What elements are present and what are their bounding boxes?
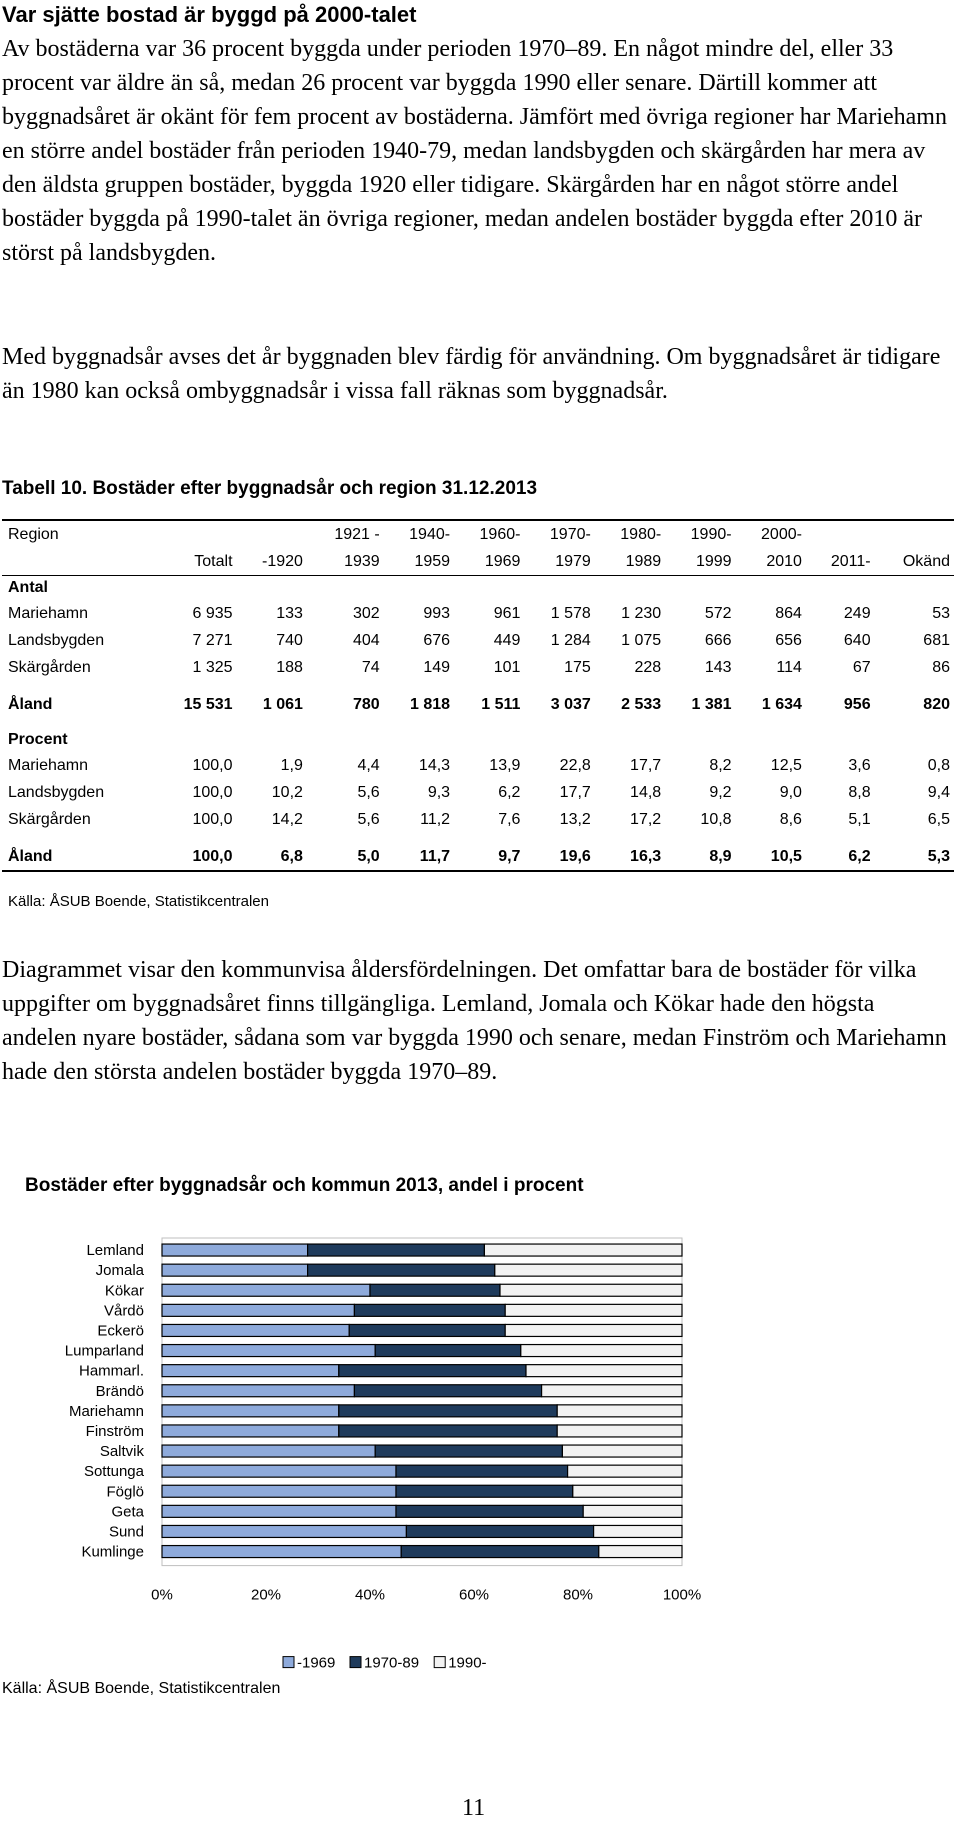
table-cell: 6,8: [237, 843, 307, 871]
bar-segment--1969: [162, 1304, 354, 1316]
table-cell: 1,9: [280, 756, 303, 774]
table-cell: 13,2: [559, 810, 591, 828]
bar-segment--1969: [162, 1525, 406, 1537]
category-label: Vårdö: [103, 1302, 144, 1320]
bar-segment-1990-: [495, 1264, 682, 1276]
row-label: [2, 548, 155, 576]
bar-segment-1990-: [557, 1425, 682, 1437]
table-cell: 1 381: [691, 695, 732, 713]
table-cell: 1939: [307, 548, 384, 576]
bar-segment-1990-: [505, 1324, 682, 1336]
table-cell: 1980-: [595, 520, 665, 548]
table-cell: 2000-: [736, 520, 806, 548]
table-cell: 2010: [736, 548, 806, 576]
table-cell: 9,3: [427, 783, 451, 801]
table-cell: 676: [423, 631, 451, 649]
table-cell: 12,5: [770, 756, 802, 774]
table-cell: 1 230: [621, 604, 662, 622]
table-row: [2, 779, 954, 806]
table-cell: 4,4: [357, 756, 380, 774]
table-row: [2, 654, 954, 681]
table-cell: 993: [423, 604, 451, 622]
spacer-row: [2, 681, 954, 691]
table-cell: 1999: [665, 548, 735, 576]
table-cell: [237, 520, 307, 548]
bar-segment-1970-89: [396, 1485, 573, 1497]
group-label: Procent: [8, 731, 68, 748]
bar-segment-1990-: [521, 1345, 682, 1357]
category-label: Brändö: [95, 1382, 144, 1400]
chart-source: Källa: ÅSUB Boende, Statistikcentralen: [2, 1680, 281, 1697]
x-tick-label: 0%: [151, 1586, 173, 1604]
category-label: Lumparland: [64, 1342, 144, 1360]
table-cell: 5,6: [357, 783, 380, 801]
table-cell: 1940-: [384, 520, 454, 548]
table-cell: 6,2: [498, 783, 521, 801]
table-cell: 11,7: [384, 843, 454, 871]
spacer-row: [2, 718, 954, 728]
table-cell: [155, 520, 237, 548]
table-cell: 9,4: [927, 783, 950, 801]
table-cell: 17,7: [559, 783, 591, 801]
table-cell: -1920: [237, 548, 307, 576]
table-cell: 17,2: [630, 810, 662, 828]
bar-segment-1970-89: [396, 1465, 568, 1477]
bar-segment--1969: [162, 1284, 370, 1296]
bar-segment-1990-: [484, 1244, 682, 1256]
table-cell: 114: [776, 658, 802, 676]
table-cell: 8,2: [709, 756, 732, 774]
bar-segment-1970-89: [339, 1405, 557, 1417]
table-cell: 1921 -: [307, 520, 384, 548]
table-cell: 249: [843, 604, 871, 622]
table-cell: Totalt: [155, 548, 237, 576]
table-cell: 100,0: [192, 810, 233, 828]
x-tick-label: 100%: [662, 1586, 702, 1604]
table-group-row: [2, 728, 954, 752]
bar-segment--1969: [162, 1244, 308, 1256]
bar-segment-1970-89: [375, 1345, 521, 1357]
table-cell: 16,3: [595, 843, 665, 871]
table-cell: 6,2: [806, 843, 875, 871]
bar-segment-1970-89: [349, 1324, 505, 1336]
table-row: [2, 806, 954, 833]
bar-segment-1970-89: [406, 1525, 593, 1537]
spacer-row: [2, 833, 954, 843]
table-cell: 11,2: [420, 810, 451, 828]
bar-segment-1970-89: [354, 1385, 541, 1397]
table-cell: 14,8: [630, 783, 662, 801]
category-label: Sund: [108, 1523, 144, 1541]
table-cell: 5,0: [307, 843, 384, 871]
table-cell: 640: [843, 631, 871, 649]
legend-swatch: [434, 1657, 445, 1668]
row-label: Region: [2, 520, 155, 548]
table-cell: 740: [276, 631, 303, 649]
bar-segment-1990-: [594, 1525, 682, 1537]
table-cell: 1990-: [665, 520, 735, 548]
intro-paragraph: Av bostäderna var 36 procent byggda under perioden 1970–89. En något mindre del, eller 33 procent var äldre än så, medan 26 procent var byggda 1990 eller senare. Därtill kommer att byggnadsåret är okänt för fem procent av bostäderna. Jämfört med övriga regioner har Mariehamn en större andel bostäder från perioden 1940-79, medan landsbygden och skärgården har mera av den äldsta gruppen bostäder, byggda 1920 eller tidigare. Skärgården har en något större andel bostäder byggda på 1990-talet än övriga regioner, medan andelen bostäder byggda efter 2010 är störst på landsbygden.: [2, 36, 947, 266]
table-cell: 8,8: [848, 783, 871, 801]
bar-segment-1970-89: [308, 1244, 485, 1256]
bar-segment-1990-: [599, 1546, 682, 1558]
table-cell: 14,3: [418, 756, 451, 774]
table-cell: 10,5: [736, 843, 806, 871]
legend-label: -1969: [297, 1654, 336, 1670]
category-label: Hammarl.: [78, 1362, 144, 1380]
table-cell: 1 075: [621, 631, 662, 649]
bar-segment-1970-89: [396, 1505, 583, 1517]
table-cell: 1 818: [410, 695, 451, 713]
table-cell: 100,0: [192, 756, 233, 774]
table-cell: 188: [276, 658, 303, 676]
table-cell: 7,6: [498, 810, 521, 828]
table-cell: 820: [923, 695, 950, 713]
table-cell: 10,2: [271, 783, 303, 801]
table-cell: 6,5: [927, 810, 950, 828]
category-label: Geta: [111, 1503, 144, 1521]
bar-segment--1969: [162, 1465, 396, 1477]
table-cell: 1969: [454, 548, 524, 576]
x-tick-label: 20%: [250, 1586, 282, 1604]
bar-segment--1969: [162, 1365, 339, 1377]
bar-segment-1990-: [573, 1485, 682, 1497]
row-label: Skärgården: [8, 658, 91, 676]
table-cell: 449: [493, 631, 521, 649]
legend-label: 1990-: [448, 1654, 487, 1670]
table-cell: 15 531: [183, 695, 233, 713]
table-cell: 74: [361, 658, 380, 676]
table-cell: 13,9: [489, 756, 521, 774]
table-row: [2, 627, 954, 654]
legend-swatch: [350, 1657, 361, 1668]
x-tick-label: 60%: [458, 1586, 490, 1604]
table-cell: 3 037: [550, 695, 591, 713]
statistics-table: [2, 519, 954, 872]
bar-segment-1990-: [568, 1465, 682, 1477]
table-row: [2, 752, 954, 779]
row-label: Åland: [8, 695, 53, 713]
chart-description-paragraph: Diagrammet visar den kommunvisa åldersfördelningen. Det omfattar bara de bostäder för vilka uppgifter om byggnadsåret finns tillgängliga. Lemland, Jomala och Kökar hade den högsta andelen nyare bostäder, sådana som var byggda 1990 och senare, medan Finström och Mariehamn hade den största andelen bostäder byggda 1970–89.: [2, 957, 947, 1085]
table-cell: 864: [775, 604, 802, 622]
bar-segment-1990-: [542, 1385, 682, 1397]
section-heading: Var sjätte bostad är byggd på 2000-talet: [2, 2, 417, 27]
bar-segment--1969: [162, 1425, 339, 1437]
table-cell: Okänd: [875, 548, 954, 576]
bar-segment--1969: [162, 1324, 349, 1336]
table-cell: 681: [923, 631, 950, 649]
bar-segment--1969: [162, 1264, 308, 1276]
table-cell: 656: [775, 631, 802, 649]
bar-segment--1969: [162, 1385, 354, 1397]
bar-segment-1990-: [526, 1365, 682, 1377]
table-cell: 19,6: [524, 843, 594, 871]
bar-segment-1990-: [583, 1505, 682, 1517]
bar-segment--1969: [162, 1505, 396, 1517]
table-cell: 100,0: [155, 843, 237, 871]
stacked-bar-chart: [0, 1230, 960, 1670]
table-row: [2, 600, 954, 627]
category-label: Sottunga: [83, 1463, 144, 1481]
bar-segment-1990-: [562, 1445, 682, 1457]
bar-segment-1970-89: [308, 1264, 495, 1276]
bar-segment--1969: [162, 1345, 375, 1357]
table-cell: 133: [276, 604, 303, 622]
table-total-row: [2, 843, 954, 871]
table-cell: 1960-: [454, 520, 524, 548]
table-cell: 2 533: [621, 695, 662, 713]
table-cell: 956: [843, 695, 871, 713]
table-cell: 0,8: [927, 756, 950, 774]
table-cell: 9,2: [709, 783, 732, 801]
row-label: Skärgården: [8, 810, 91, 828]
bar-segment-1970-89: [354, 1304, 505, 1316]
x-tick-label: 80%: [562, 1586, 594, 1604]
category-label: Föglö: [106, 1483, 144, 1501]
category-label: Mariehamn: [68, 1402, 144, 1420]
table-cell: 5,3: [875, 843, 954, 871]
table-cell: 53: [932, 604, 950, 622]
table-cell: 14,2: [271, 810, 303, 828]
table-cell: 961: [493, 604, 521, 622]
category-label: Kökar: [104, 1282, 144, 1300]
table-cell: 7 271: [192, 631, 233, 649]
table-cell: 149: [423, 658, 451, 676]
table-cell: 1979: [524, 548, 594, 576]
table-cell: 8,9: [665, 843, 735, 871]
table-cell: 1970-: [524, 520, 594, 548]
table-cell: 780: [352, 695, 380, 713]
table-cell: 9,0: [779, 783, 802, 801]
category-label: Saltvik: [99, 1443, 144, 1461]
row-label: Åland: [2, 843, 155, 871]
table-cell: [875, 520, 954, 548]
table-cell: 17,7: [630, 756, 662, 774]
table-cell: 143: [704, 658, 732, 676]
row-label: Landsbygden: [8, 631, 105, 649]
table-header-row: [2, 520, 954, 548]
table-cell: 1 634: [761, 695, 802, 713]
category-label: Jomala: [95, 1262, 144, 1280]
category-label: Lemland: [86, 1242, 144, 1260]
table-cell: 1989: [595, 548, 665, 576]
table-cell: 10,8: [700, 810, 732, 828]
row-label: Mariehamn: [8, 604, 89, 622]
legend-label: 1970-89: [364, 1654, 420, 1670]
table-cell: [806, 520, 875, 548]
bar-segment-1990-: [505, 1304, 682, 1316]
table-cell: 8,6: [779, 810, 802, 828]
table-cell: 22,8: [559, 756, 591, 774]
table-cell: 228: [634, 658, 662, 676]
bar-segment-1990-: [557, 1405, 682, 1417]
table-cell: 1 578: [550, 604, 591, 622]
table-cell: 1959: [384, 548, 454, 576]
bar-segment--1969: [162, 1445, 375, 1457]
row-label: Landsbygden: [8, 783, 105, 801]
table-source: Källa: ÅSUB Boende, Statistikcentralen: [8, 893, 269, 910]
table-group-row: [2, 576, 954, 601]
table-cell: 5,6: [357, 810, 380, 828]
table-total-row: [2, 691, 954, 718]
group-label: Antal: [8, 579, 48, 596]
category-label: Eckerö: [97, 1322, 144, 1340]
table-cell: 1 325: [192, 658, 233, 676]
bar-segment-1990-: [500, 1284, 682, 1296]
row-label: Mariehamn: [8, 756, 89, 774]
legend-swatch: [283, 1657, 294, 1668]
table-cell: 1 284: [550, 631, 591, 649]
bar-segment--1969: [162, 1485, 396, 1497]
bar-segment-1970-89: [339, 1365, 526, 1377]
x-tick-label: 40%: [354, 1586, 386, 1604]
category-label: Kumlinge: [81, 1543, 144, 1561]
table-cell: 86: [932, 658, 950, 676]
bar-segment--1969: [162, 1546, 401, 1558]
table-cell: 3,6: [848, 756, 871, 774]
table-cell: 302: [352, 604, 380, 622]
bar-segment-1970-89: [375, 1445, 562, 1457]
bar-segment-1970-89: [370, 1284, 500, 1296]
bar-segment--1969: [162, 1405, 339, 1417]
table-cell: 5,1: [848, 810, 871, 828]
table-cell: 67: [852, 658, 871, 676]
table-cell: 9,7: [454, 843, 524, 871]
bar-segment-1970-89: [401, 1546, 599, 1558]
category-label: Finström: [85, 1422, 144, 1440]
chart-title: Bostäder efter byggnadsår och kommun 2013, andel i procent: [25, 1175, 584, 1196]
table-cell: 2011-: [806, 548, 875, 576]
table-cell: 572: [704, 604, 732, 622]
table-title: Tabell 10. Bostäder efter byggnadsår och region 31.12.2013: [2, 478, 538, 499]
table-cell: 1 061: [262, 695, 303, 713]
table-cell: 404: [352, 631, 380, 649]
definition-paragraph: Med byggnadsår avses det år byggnaden blev färdig för användning. Om byggnadsåret är tidigare än 1980 kan också ombyggnadsår i vissa fall räknas som byggnadsår.: [2, 344, 941, 404]
table-cell: 6 935: [192, 604, 233, 622]
table-cell: 1 511: [481, 695, 521, 713]
table-header-row: [2, 548, 954, 576]
table-cell: 100,0: [192, 783, 233, 801]
table-cell: 101: [493, 658, 521, 676]
table-cell: 175: [564, 658, 591, 676]
page-number: 11: [462, 1795, 486, 1821]
table-cell: 666: [704, 631, 732, 649]
bar-segment-1970-89: [339, 1425, 557, 1437]
